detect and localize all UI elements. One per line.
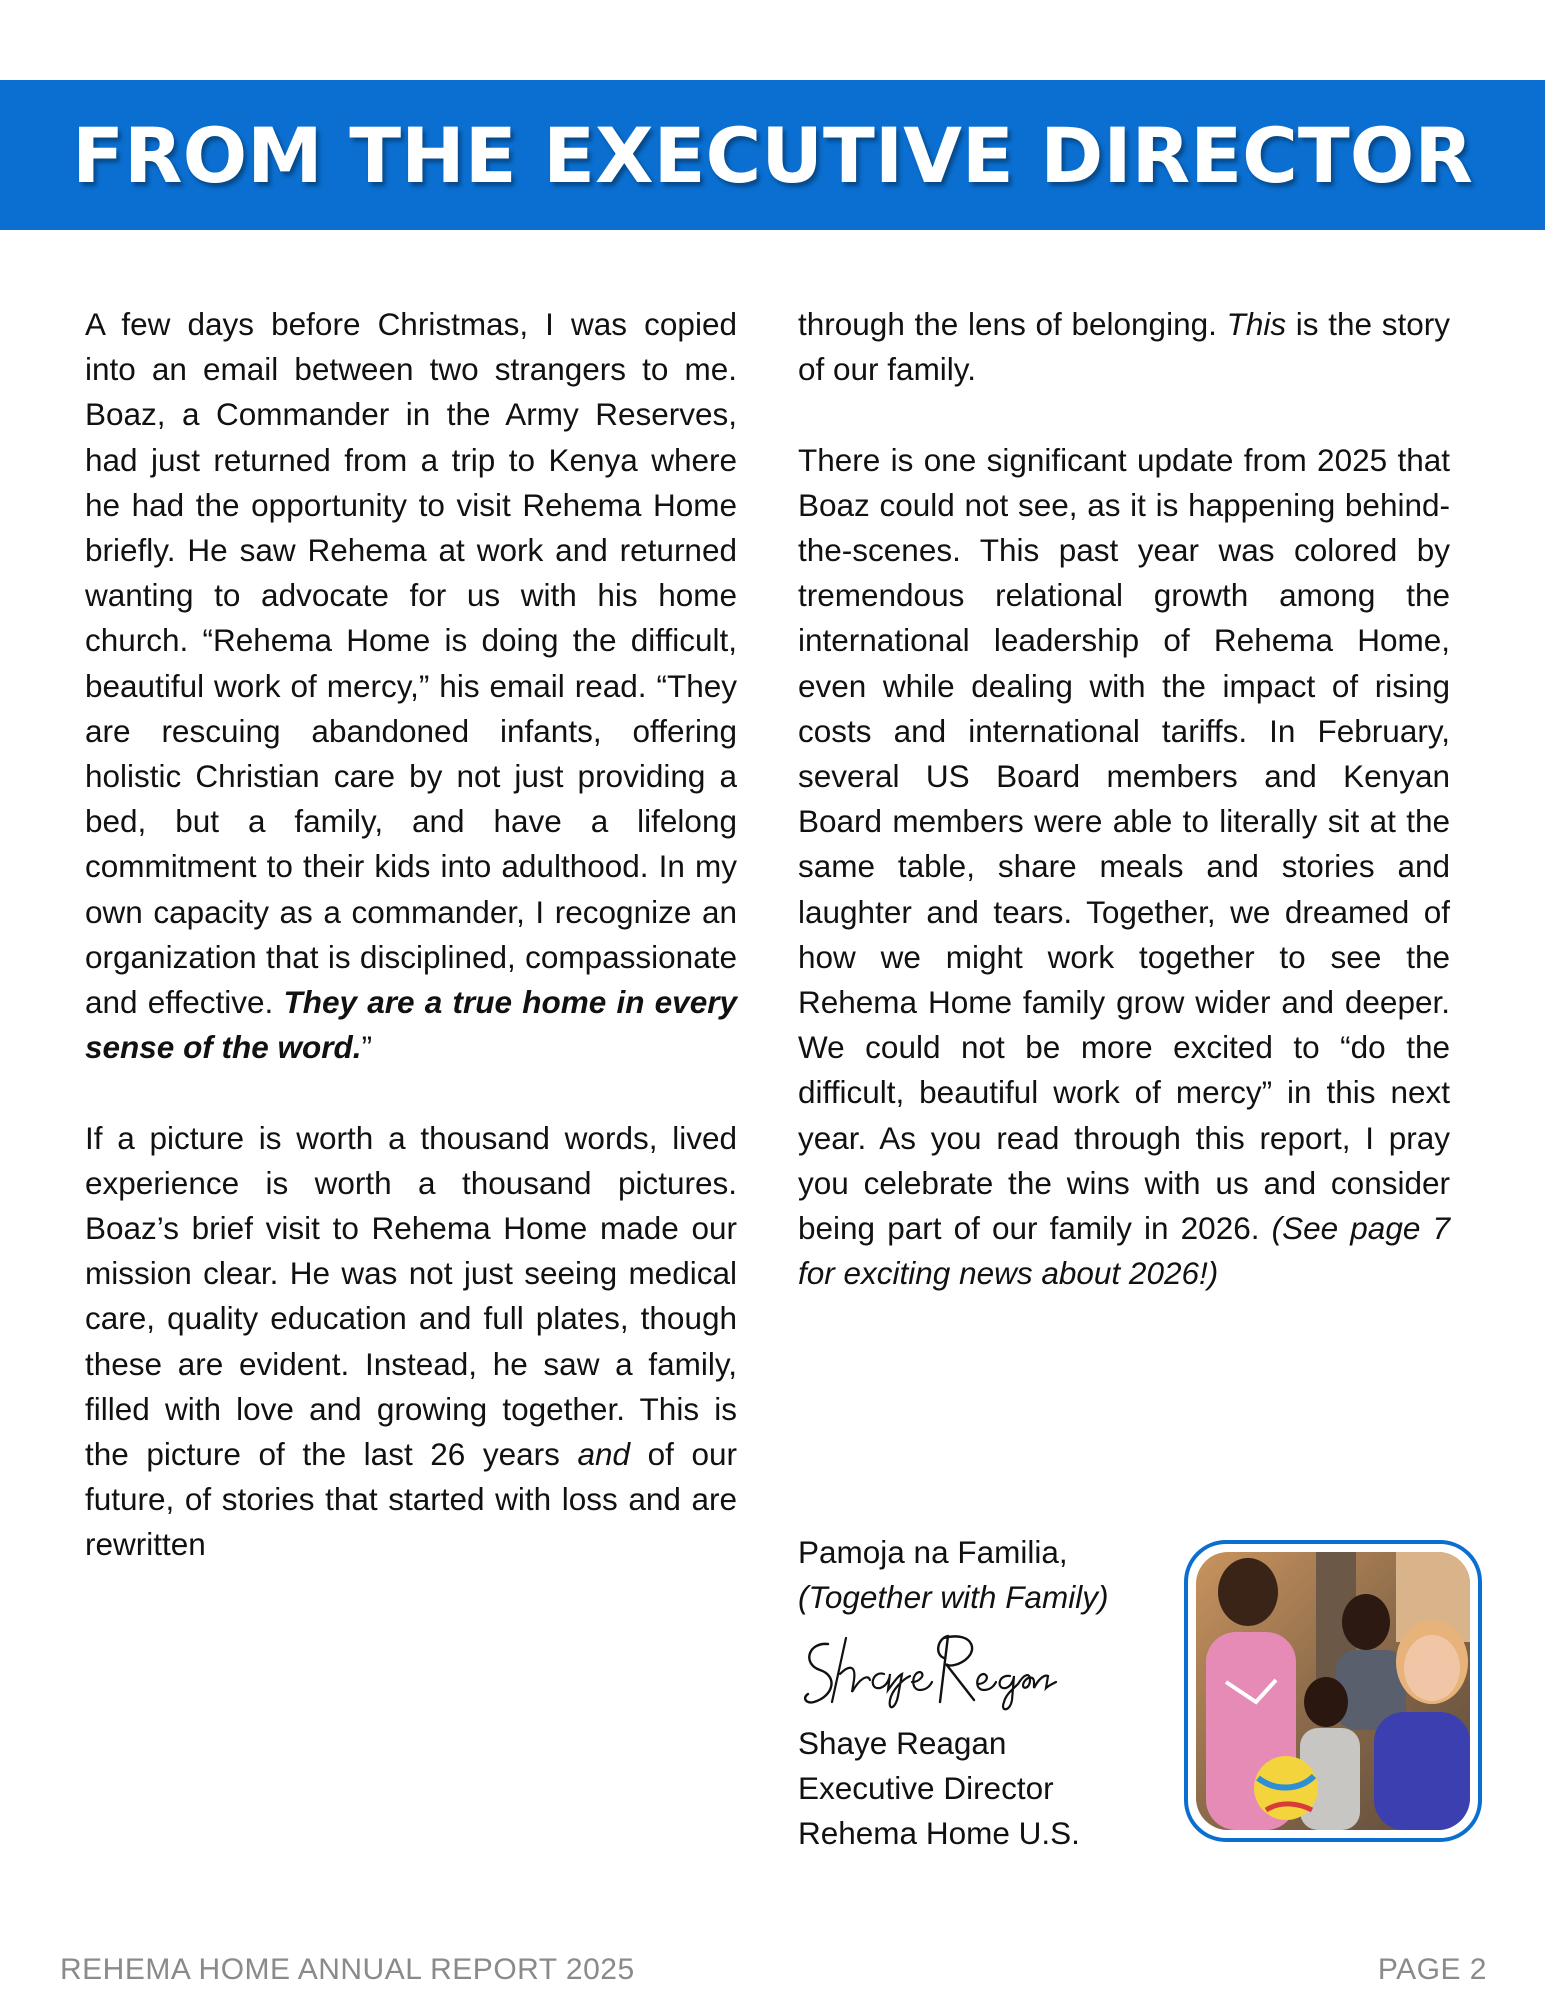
left-p1-emphasis: They are a true home in every sense of the word. xyxy=(85,984,737,1066)
closing-line: Pamoja na Familia, xyxy=(798,1534,1068,1570)
photo-frame xyxy=(1184,1540,1482,1842)
left-p1-text: A few days before Christmas, I was copied into an email between two strangers to me. Boaz, a Commander in the Army Reserves, had just returned from a trip to Kenya where he had the opportunity to visit Rehema Home briefly. He saw Rehema at work and returned wanting to advocate for us with his home church. “Rehema Home is doing the difficult, beautiful work of mercy,” his email read. “They are rescuing abandoned infants, offering holistic Christian care by not just providing a bed, but a family, and have a lifelong commitment to their kids into adulthood. In my own capacity as a commander, I recognize an organization that is disciplined, compassionate and effective. xyxy=(85,306,737,1021)
handwritten-signature xyxy=(798,1624,1058,1714)
left-paragraph-1 xyxy=(85,302,737,1070)
right-p1-end: is the story of our family. xyxy=(798,306,1450,388)
left-p2-end: of our future, of stories that started with loss and are rewritten xyxy=(85,1436,737,1563)
left-column xyxy=(85,302,737,1613)
right-column xyxy=(798,302,1450,1342)
signer-name: Shaye Reagan xyxy=(798,1724,1007,1761)
left-p2-italic: and xyxy=(577,1436,631,1473)
page-title: FROM THE EXECUTIVE DIRECTOR xyxy=(72,110,1473,200)
right-paragraph-1 xyxy=(798,302,1450,392)
footer-report-title: REHEMA HOME ANNUAL REPORT 2025 xyxy=(60,1953,635,1986)
signoff-block xyxy=(798,1530,1108,1856)
signer-role: Executive Director xyxy=(798,1769,1054,1806)
left-paragraph-2 xyxy=(85,1116,737,1568)
right-p2-text: There is one significant update from 2025 that Boaz could not see, as it is happening behind-the-scenes. This past year was colored by tremendous relational growth among the international leadership of Rehema Home, even while dealing with the impact of rising costs and international tariffs. In February, several US Board members and Kenyan Board members were able to literally sit at the same table, share meals and stories and laughter and tears. Together, we dreamed of how we might work together to see the Rehema Home family grow wider and deeper. We could not be more excited to “do the difficult, beautiful work of mercy” in this next year. As you read through this report, I pray you celebrate the wins with us and consider being part of our family in 2026. xyxy=(798,441,1450,1247)
left-p2-start: If a picture is worth a thousand words, lived experience is worth a thousand pictures. Boaz’s brief visit to Rehema Home made our mission clear. He was not just seeing medical care, quality education and full plates, though these are evident. Instead, he saw a family, filled with love and growing together. This is the picture of the last 26 years xyxy=(85,1119,737,1473)
left-p1-end: ” xyxy=(361,1029,373,1066)
family-photo xyxy=(1196,1552,1470,1830)
right-p1-italic: This xyxy=(1226,306,1287,342)
right-p1-start: through the lens of belonging. xyxy=(798,306,1227,342)
right-p2-italic: (See page 7 for exciting news about 2026!) xyxy=(798,1210,1451,1292)
right-paragraph-2 xyxy=(798,438,1450,1297)
closing-translation-text: (Together with Family) xyxy=(798,1579,1109,1616)
header-banner xyxy=(0,80,1545,230)
footer-page-number: PAGE 2 xyxy=(1377,1953,1487,1986)
closing-translation xyxy=(798,1575,1108,1620)
signer-org: Rehema Home U.S. xyxy=(798,1815,1080,1852)
